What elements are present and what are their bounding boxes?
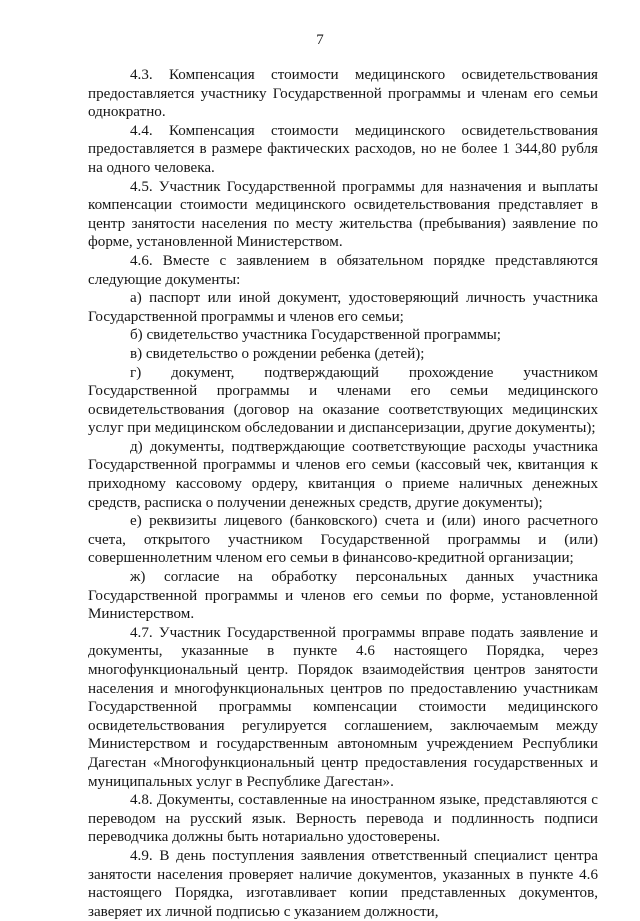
list-item-a: а) паспорт или иной документ, удостоверяющий личность участника Государственной программы и членов его семьи; [88, 290, 598, 325]
paragraph-4-7: 4.7. Участник Государственной программы вправе подать заявление и документы, указанные в пункте 4.6 настоящего Порядка, через многофункциональный центр. Порядок взаимодействия центров занятости населения и многофункциональных центров по предоставлению участникам Государственной программы компенсации стоимости медицинского освидетельствования регулируется соглашением, заключаемым между Министерством и государственным автономным учреждением Республики Дагестан «Многофункциональный центр предоставления государственных и муниципальных услуг в Республике Дагестан». [88, 624, 598, 790]
list-item-b: б) свидетельство участника Государственной программы; [130, 327, 501, 344]
paragraph-4-8: 4.8. Документы, составленные на иностранном языке, представляются с переводом на русский язык. Верность перевода и подлинность подписи переводчика должны быть нотариально удостоверены. [88, 792, 598, 846]
paragraph-4-6: 4.6. Вместе с заявлением в обязательном порядке представляются следующие документы: [88, 252, 598, 288]
paragraph-4-9: 4.9. В день поступления заявления ответственный специалист центра занятости населения проверяет наличие документов, указанных в пункте 4.6 настоящего Порядка, изготавливает копии представленных документов, заверяет их личной подписью с указанием должности, [88, 847, 598, 920]
list-item-zh: ж) согласие на обработку персональных данных участника Государственной программы и членов его семьи по форме, установленной Министерством. [88, 569, 598, 623]
list-item-e: е) реквизиты лицевого (банковского) счета и (или) иного расчетного счета, открытого участником Государственной программы и (или) совершеннолетним членом его семьи в финансово-кредитной организации; [88, 513, 598, 567]
document-body [88, 66, 598, 921]
list-item-v: в) свидетельство о рождении ребенка (детей); [130, 345, 425, 362]
paragraph-4-4: 4.4. Компенсация стоимости медицинского освидетельствования предоставляется в размере фактических расходов, но не более 1 344,80 рубля на одного человека. [88, 122, 598, 176]
list-item-d: д) документы, подтверждающие соответствующие расходы участника Государственной программы и членов его семьи (кассовый чек, квитанция к приходному кассовому ордеру, квитанция о приеме наличных денежных средств, расписка о получении денежных средств, другие документы); [88, 438, 598, 511]
paragraph-4-3: 4.3. Компенсация стоимости медицинского освидетельствования предоставляется участнику Государственной программы и членам его семьи однократно. [88, 67, 598, 121]
paragraph-4-5: 4.5. Участник Государственной программы для назначения и выплаты компенсации стоимости медицинского освидетельствования представляет в центр занятости населения по месту жительства (пребывания) заявление по форме, установленной Министерством. [88, 178, 598, 251]
page-number: 7 [316, 32, 324, 48]
list-item-g: г) документ, подтверждающий прохождение участником Государственной программы и членами его семьи медицинского освидетельствования (договор на оказание соответствующих медицинских услуг при медицинском обследовании и диспансеризации, другие документы); [88, 364, 598, 437]
